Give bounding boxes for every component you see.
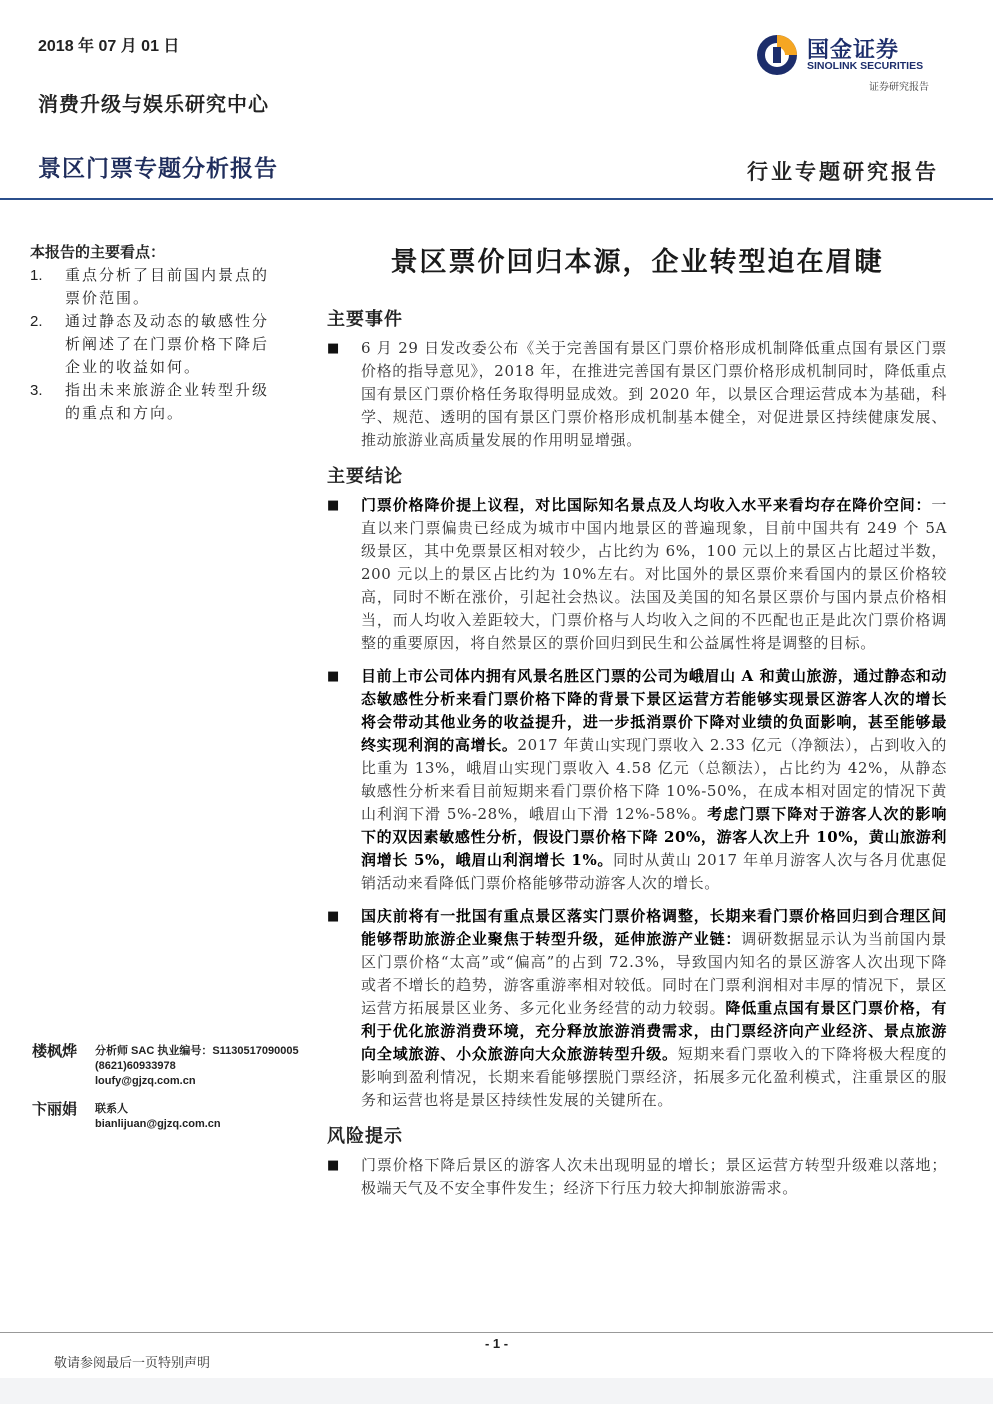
analyst-email[interactable]: bianlijuan@gjzq.com.cn xyxy=(95,1118,221,1130)
research-center: 消费升级与娱乐研究中心 xyxy=(38,92,269,116)
key-points-sidebar xyxy=(30,241,280,425)
analyst-details xyxy=(95,1044,299,1089)
main-content xyxy=(327,240,947,1210)
analyst-info xyxy=(32,1040,322,1156)
bullet-square-icon: ■ xyxy=(327,498,340,513)
bullet-text: 6 月 29 日发改委公布《关于完善国有景区门票价格形成机制降低重点国有景区门票价格的指导意见》，2018 年，在推进完善国有景区门票价格形成机制同时，降低重点国有景区门票价格任务取得明显成效。到 2020 年，以景区合理运营成本为基础，科学、规范、透明的国有景区门票价格形成机制基本健全，对促进景区持续健康发展、推动旅游业高质量发展的作用明显增强。 xyxy=(361,339,947,449)
bullet-body-text: 同时从黄山 2017 年单月游客人次与各月优惠促销活动来看降低门票价格能够带动游客人次的增长。 xyxy=(361,851,947,892)
section-heading-events: 主要事件 xyxy=(327,309,403,330)
analyst-line: 联系人 xyxy=(95,1103,128,1115)
list-number: 2. xyxy=(30,313,43,330)
bullet-body-text: 2017 年黄山实现门票收入 2.33 亿元（净额法），占到收入的比重为 13%，峨眉山实现门票收入 4.58 亿元（总额法），占比约为 42%，从静态敏感性分析来看目前短期来看门票价格下降 10%-50%，在成本相对固定的情况下黄山利润下滑 5%-28%，峨眉山下滑 12%-58%。 xyxy=(361,736,947,823)
analyst-email[interactable]: loufy@gjzq.com.cn xyxy=(95,1075,196,1087)
bullet-square-icon: ■ xyxy=(327,909,340,924)
bullet-bold-text: 考虑门票下降对于游客人次的影响下的双因素敏感性分析，假设门票价格下降 20%，游客人次上升 10%，黄山旅游利润增长 5%，峨眉山利润增长 1%。 xyxy=(361,805,947,869)
list-item xyxy=(30,264,280,310)
footer-disclaimer: 敬请参阅最后一页特别声明 xyxy=(54,1356,211,1371)
bullet-item xyxy=(327,337,947,452)
bullet-bold-text: 门票价格降价提上议程，对比国际知名景点及人均收入水平来看均存在降价空间： xyxy=(361,496,932,514)
bullet-text xyxy=(361,665,947,895)
report-date: 2018 年 07 月 01 日 xyxy=(38,38,180,55)
bullet-item xyxy=(327,905,947,1112)
logo-mark-icon xyxy=(755,33,799,77)
report-type: 行业专题研究报告 xyxy=(747,159,939,184)
bullet-body-text: 短期来看门票收入的下降将极大程度的影响到盈利情况，长期来看能够摆脱门票经济，拓展多元化盈利模式，注重景区的服务和运营也将是景区持续性发展的关键所在。 xyxy=(361,1045,947,1109)
list-text: 通过静态及动态的敏感性分析阐述了在门票价格下降后企业的收益如何。 xyxy=(65,312,270,376)
logo-text-cn: 国金证券 xyxy=(807,38,900,63)
key-points-list xyxy=(30,264,280,425)
article-headline: 景区票价回归本源，企业转型迫在眉睫 xyxy=(390,247,884,278)
analyst-line: 分析师 SAC 执业编号：S1130517090005 xyxy=(95,1045,299,1057)
bullet-body-text: 一直以来门票偏贵已经成为城市中国内地景区的普遍现象，目前中国共有 249 个 5A 级景区，其中免票景区相对较少，占比约为 6%，100 元以上的景区占比超过半数，200 元以上的景区占比约为 10%左右。对比国外的景区票价来看国内的景区价格较高，同时不断在涨价，引起社会热议。法国及美国的知名景区票价与国内景点价格相当，而人均收入差距较大，门票价格与人均收入之间的不匹配也正是此次门票价格调整的重要原因，将自然景区的票价回归到民生和公益属性将是调整的目标。 xyxy=(361,496,947,652)
analyst-entry xyxy=(32,1098,322,1156)
bullet-bold-text: 降低重点国有景区门票价格，有利于优化旅游消费环境，充分释放旅游消费需求，由门票经济向产业经济、景点旅游向全域旅游、小众旅游向大众旅游转型升级。 xyxy=(361,999,947,1063)
bullet-text xyxy=(361,905,947,1112)
bullet-text: 门票价格下降后景区的游客人次未出现明显的增长；景区运营方转型升级难以落地；极端天气及不安全事件发生；经济下行压力较大抑制旅游需求。 xyxy=(361,1156,947,1197)
list-item xyxy=(30,310,280,379)
analyst-line: (8621)60933978 xyxy=(95,1060,176,1072)
header-divider xyxy=(0,198,993,200)
report-title: 景区门票专题分析报告 xyxy=(38,156,278,182)
list-number: 1. xyxy=(30,267,43,284)
list-item xyxy=(30,379,280,425)
bullet-item xyxy=(327,1154,947,1200)
analyst-name: 卞丽娟 xyxy=(32,1100,78,1118)
bullet-square-icon: ■ xyxy=(327,341,340,356)
footer-band xyxy=(0,1378,993,1404)
bullet-item xyxy=(327,494,947,655)
company-logo xyxy=(755,30,945,93)
bullet-item xyxy=(327,665,947,895)
analyst-name: 楼枫烨 xyxy=(32,1042,78,1060)
bullet-body-text: 调研数据显示认为当前国内景区门票价格“太高”或“偏高”的占到 72.3%，导致国内知名的景区游客人次出现下降或者不增长的趋势，游客重游率相对较低。同时在门票利润相对丰厚的情况下，景区运营方拓展景区业务、多元化业务经营的动力较弱。 xyxy=(361,930,947,1017)
page-number: - 1 - xyxy=(484,1336,509,1351)
section-heading-conclusions: 主要结论 xyxy=(327,466,403,487)
bullet-square-icon: ■ xyxy=(327,669,340,684)
section-heading-risks: 风险提示 xyxy=(327,1126,403,1147)
analyst-entry xyxy=(32,1040,322,1098)
logo-subtitle: 证券研究报告 xyxy=(869,82,929,93)
sidebar-heading: 本报告的主要看点： xyxy=(30,243,166,261)
bullet-square-icon: ■ xyxy=(327,1158,340,1173)
list-text: 重点分析了目前国内景点的票价范围。 xyxy=(65,266,270,307)
analyst-details xyxy=(95,1102,221,1132)
footer-divider xyxy=(0,1332,993,1333)
list-text: 指出未来旅游企业转型升级的重点和方向。 xyxy=(65,381,270,422)
bullet-bold-text: 目前上市公司体内拥有风景名胜区门票的公司为峨眉山 A 和黄山旅游，通过静态和动态敏感性分析来看门票价格下降的背景下景区运营方若能够实现景区游客人次的增长将会带动其他业务的收益提升，进一步抵消票价下降对业绩的负面影响，甚至能够最终实现利润的高增长。 xyxy=(361,667,947,754)
logo-text-en: SINOLINK SECURITIES xyxy=(807,60,924,72)
bullet-bold-text: 国庆前将有一批国有重点景区落实门票价格调整，长期来看门票价格回归到合理区间能够帮助旅游企业聚焦于转型升级，延伸旅游产业链： xyxy=(361,907,947,948)
list-number: 3. xyxy=(30,382,43,399)
bullet-text xyxy=(361,494,947,655)
